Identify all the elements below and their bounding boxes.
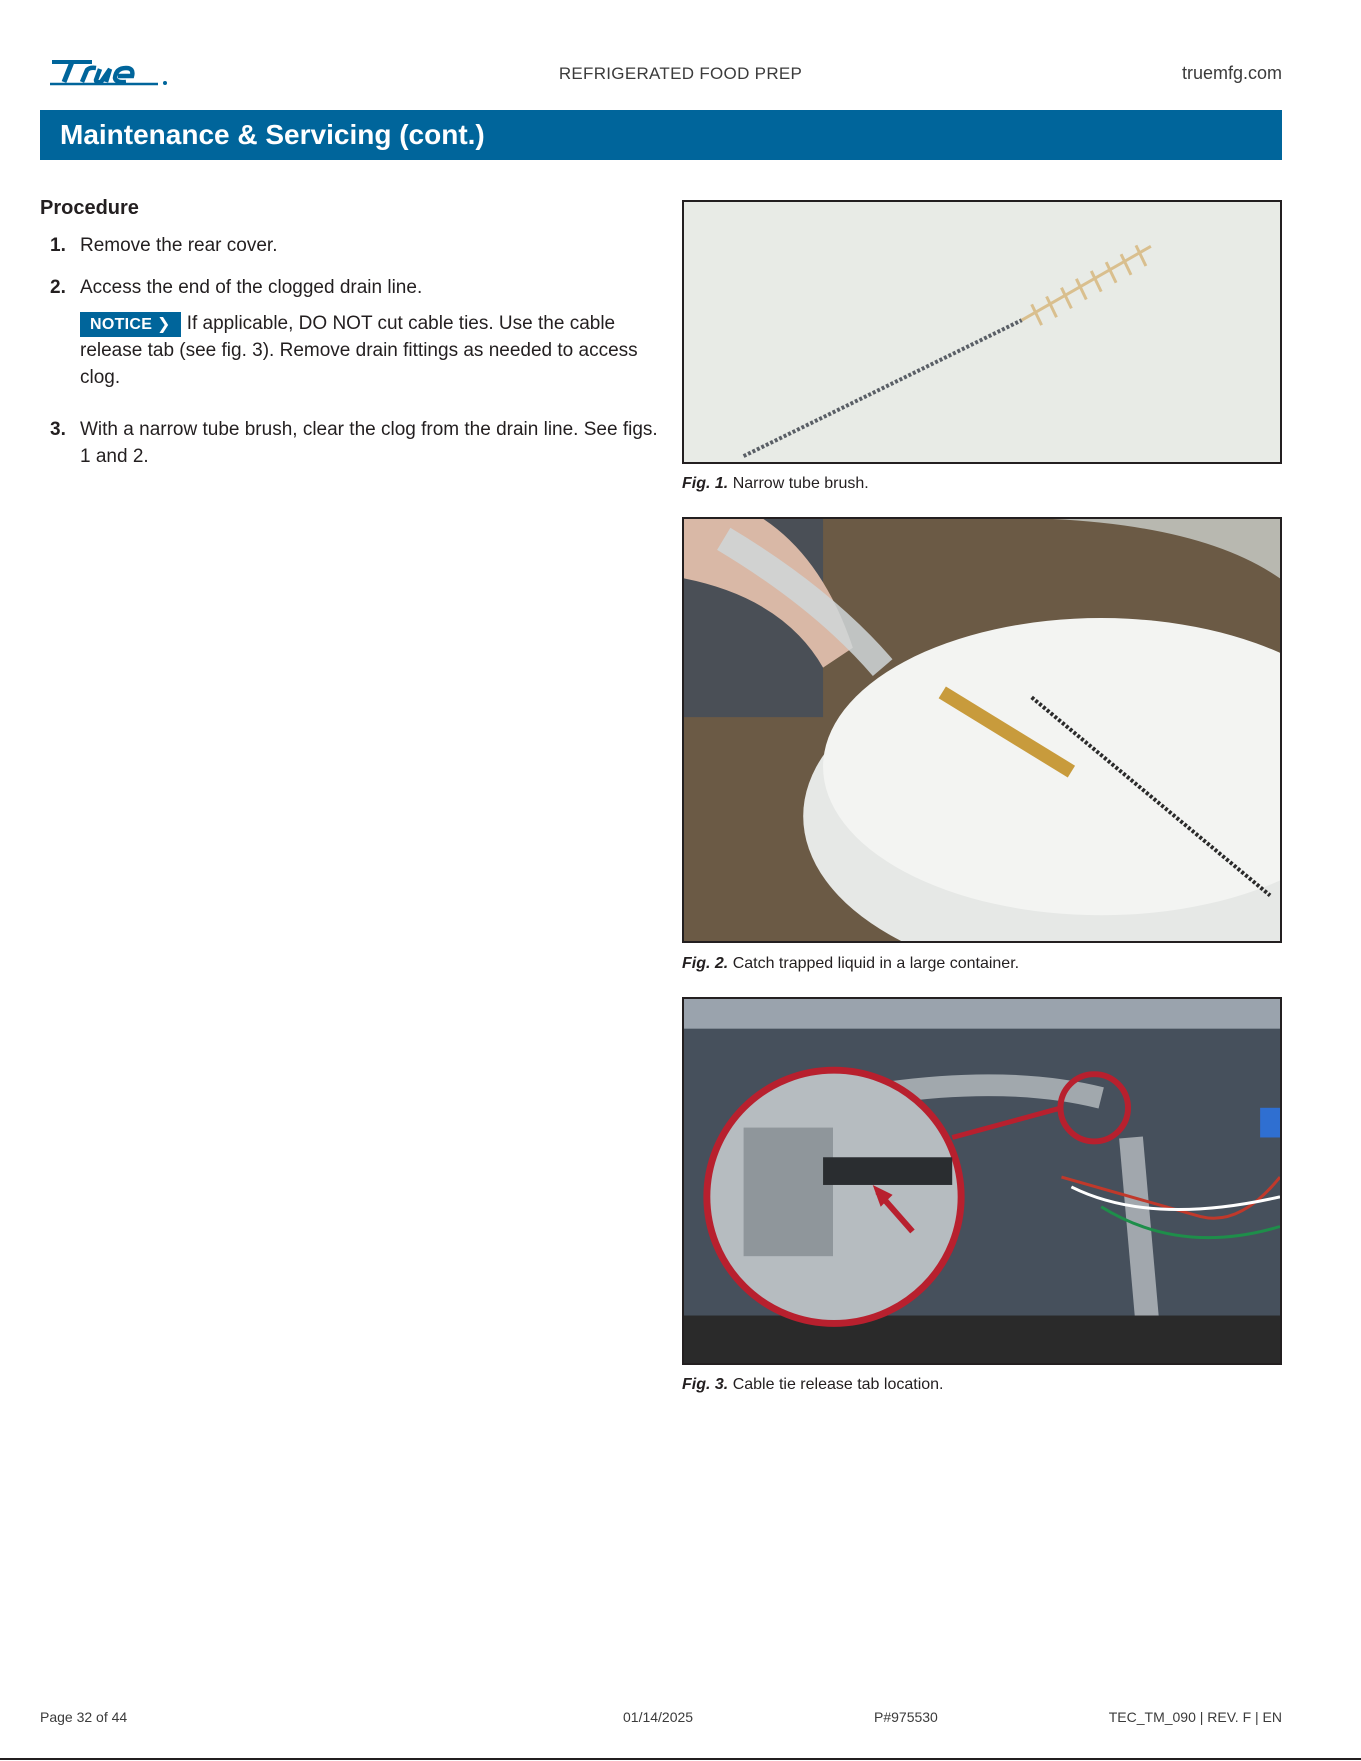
step-number: 3. [50, 419, 66, 440]
figure-caption-text: Cable tie release tab location. [732, 1376, 944, 1393]
step-text: Access the end of the clogged drain line. [80, 277, 423, 298]
figure-label: Fig. 2. [682, 955, 729, 972]
figure-3-image [682, 997, 1282, 1365]
figure-2-image [682, 517, 1282, 943]
step-text: Remove the rear cover. [80, 235, 278, 256]
website-link[interactable]: truemfg.com [1181, 63, 1282, 83]
notice-badge: NOTICE ❯ [80, 312, 181, 337]
document-date: 01/14/2025 [623, 1709, 694, 1725]
page-number: Page 32 of 44 [40, 1709, 128, 1725]
figure-caption-text: Catch trapped liquid in a large container. [732, 955, 1020, 972]
figure-caption-text: Narrow tube brush. [732, 475, 869, 492]
step-text: With a narrow tube brush, clear the clog from the drain line. See figs. 1 and 2. [80, 419, 658, 467]
notice-text: If applicable, DO NOT cut cable ties. Use the cable release tab (see fig. 3). Remove drain fittings as needed to access clog. [80, 313, 638, 388]
figure-1-caption [682, 475, 869, 493]
step-number: 2. [50, 277, 66, 298]
footer-divider [0, 1758, 1361, 1760]
section-banner: Maintenance & Servicing (cont.) [40, 110, 1282, 160]
procedure-heading: Procedure [40, 197, 139, 219]
document-id: TEC_TM_090 | REV. F | EN [1108, 1709, 1282, 1725]
figure-1-image [682, 200, 1282, 464]
figure-label: Fig. 3. [682, 1376, 729, 1393]
notice-block [80, 310, 670, 391]
figure-3-caption [682, 1376, 943, 1394]
step-number: 1. [50, 235, 66, 256]
figure-label: Fig. 1. [682, 475, 729, 492]
figure-2-caption [682, 955, 1019, 973]
document-title: REFRIGERATED FOOD PREP [558, 64, 803, 83]
part-number: P#975530 [874, 1709, 938, 1725]
